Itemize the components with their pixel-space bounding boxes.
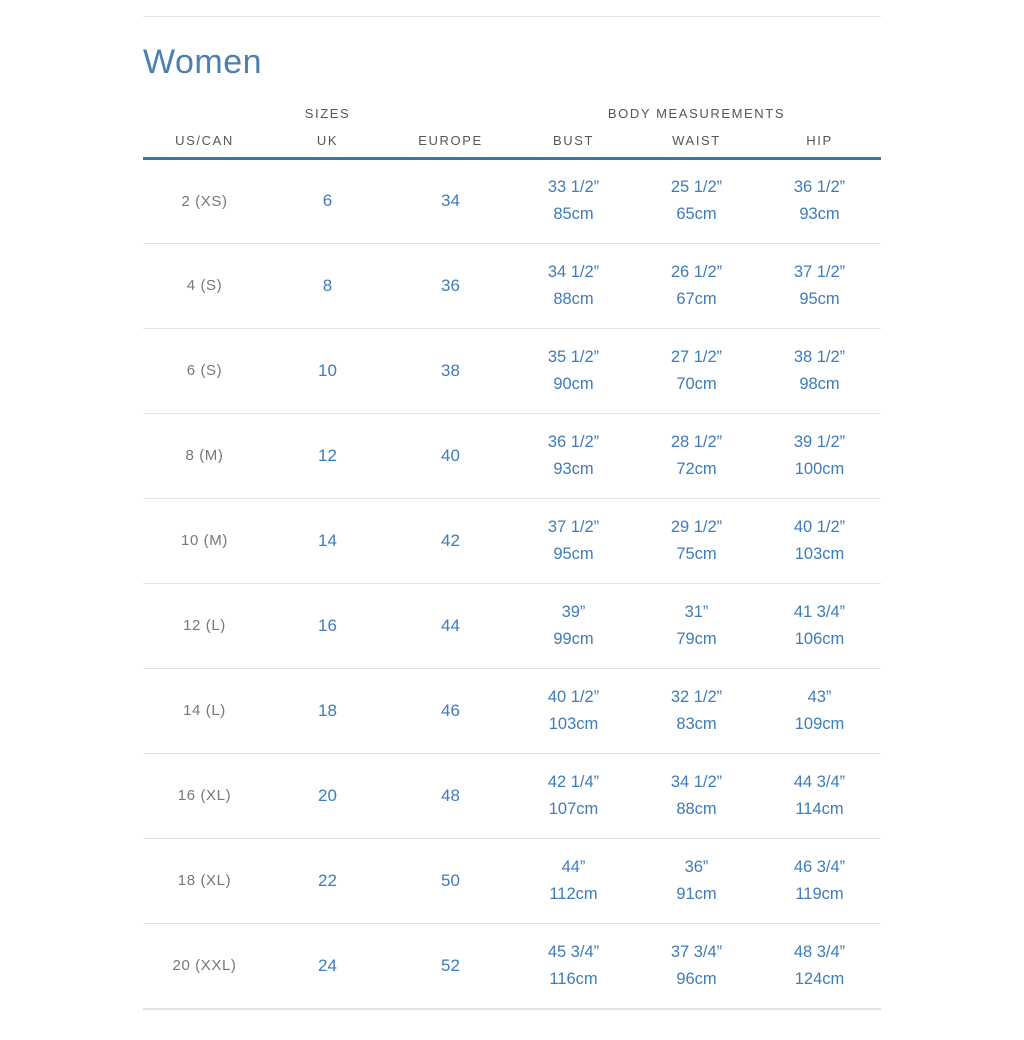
group-header-sizes: SIZES bbox=[304, 106, 351, 121]
waist-cm: 65cm bbox=[676, 205, 717, 223]
hip-cm: 114cm bbox=[795, 799, 844, 818]
waist-cm: 72cm bbox=[676, 459, 717, 478]
cell-waist-measurement bbox=[635, 753, 758, 838]
cell-bust-measurement bbox=[512, 413, 635, 498]
bust-cm: 85cm bbox=[553, 205, 594, 223]
cell-europe-size: 34 bbox=[389, 158, 512, 243]
cell-bust-measurement bbox=[512, 838, 635, 923]
column-header-uk: UK bbox=[266, 126, 389, 158]
bust-cm: 116cm bbox=[549, 969, 598, 988]
cell-us-can-size: 14 (L) bbox=[143, 668, 266, 753]
cell-bust-measurement bbox=[512, 668, 635, 753]
table-row bbox=[143, 753, 881, 838]
hip-cm: 95cm bbox=[799, 289, 840, 308]
cell-waist-measurement bbox=[635, 923, 758, 1008]
table-body bbox=[143, 158, 881, 1008]
column-header-hip: HIP bbox=[758, 126, 881, 158]
cell-bust-measurement bbox=[512, 923, 635, 1008]
waist-cm: 70cm bbox=[676, 374, 717, 393]
cell-us-can-size: 16 (XL) bbox=[143, 753, 266, 838]
cell-uk-size: 18 bbox=[266, 668, 389, 753]
cell-uk-size: 20 bbox=[266, 753, 389, 838]
page-title: Women bbox=[143, 43, 263, 81]
cell-europe-size: 38 bbox=[389, 328, 512, 413]
waist-inches: 32 1/2” bbox=[670, 687, 723, 706]
waist-cm: 96cm bbox=[676, 969, 717, 988]
cell-bust-measurement bbox=[512, 243, 635, 328]
waist-inches: 34 1/2” bbox=[670, 772, 723, 791]
cell-uk-size: 6 bbox=[266, 158, 389, 243]
bottom-divider bbox=[143, 1009, 881, 1010]
cell-us-can-size: 2 (XS) bbox=[143, 158, 266, 243]
bust-cm: 99cm bbox=[553, 629, 594, 648]
column-header-waist: WAIST bbox=[635, 126, 758, 158]
group-header-body-measurements: BODY MEASUREMENTS bbox=[607, 106, 786, 121]
cell-europe-size: 42 bbox=[389, 498, 512, 583]
cell-bust-measurement bbox=[512, 498, 635, 583]
waist-cm: 88cm bbox=[676, 799, 717, 818]
cell-waist-measurement bbox=[635, 583, 758, 668]
table-row bbox=[143, 923, 881, 1008]
table-row bbox=[143, 498, 881, 583]
cell-europe-size: 52 bbox=[389, 923, 512, 1008]
hip-inches: 43” bbox=[807, 687, 832, 706]
cell-hip-measurement bbox=[758, 583, 881, 668]
cell-waist-measurement bbox=[635, 668, 758, 753]
cell-waist-measurement bbox=[635, 243, 758, 328]
cell-uk-size: 16 bbox=[266, 583, 389, 668]
hip-inches: 37 1/2” bbox=[793, 262, 846, 281]
cell-uk-size: 12 bbox=[266, 413, 389, 498]
hip-cm: 100cm bbox=[794, 459, 845, 478]
waist-inches: 29 1/2” bbox=[670, 517, 723, 536]
size-guide-page bbox=[143, 16, 881, 1009]
hip-cm: 98cm bbox=[799, 374, 840, 393]
cell-bust-measurement bbox=[512, 753, 635, 838]
hip-cm: 124cm bbox=[794, 969, 845, 988]
table-row bbox=[143, 413, 881, 498]
cell-us-can-size: 20 (XXL) bbox=[143, 923, 266, 1008]
table-header bbox=[143, 126, 881, 158]
waist-inches: 27 1/2” bbox=[670, 347, 723, 366]
waist-inches: 26 1/2” bbox=[670, 262, 723, 281]
waist-cm: 83cm bbox=[676, 714, 717, 733]
bust-cm: 112cm bbox=[549, 884, 598, 903]
bust-cm: 107cm bbox=[548, 799, 599, 818]
cell-uk-size: 10 bbox=[266, 328, 389, 413]
bust-inches: 33 1/2” bbox=[547, 178, 600, 196]
cell-europe-size: 46 bbox=[389, 668, 512, 753]
cell-hip-measurement bbox=[758, 498, 881, 583]
bust-cm: 90cm bbox=[553, 374, 594, 393]
cell-hip-measurement bbox=[758, 668, 881, 753]
hip-cm: 93cm bbox=[799, 205, 840, 223]
bust-inches: 34 1/2” bbox=[547, 262, 600, 281]
cell-us-can-size: 4 (S) bbox=[143, 243, 266, 328]
table-row bbox=[143, 838, 881, 923]
hip-inches: 39 1/2” bbox=[793, 432, 846, 451]
cell-hip-measurement bbox=[758, 243, 881, 328]
bust-cm: 88cm bbox=[553, 289, 594, 308]
cell-europe-size: 40 bbox=[389, 413, 512, 498]
hip-inches: 46 3/4” bbox=[793, 857, 846, 876]
hip-inches: 38 1/2” bbox=[793, 347, 846, 366]
cell-waist-measurement bbox=[635, 838, 758, 923]
table-row bbox=[143, 668, 881, 753]
table-row bbox=[143, 243, 881, 328]
cell-europe-size: 48 bbox=[389, 753, 512, 838]
cell-hip-measurement bbox=[758, 328, 881, 413]
cell-uk-size: 24 bbox=[266, 923, 389, 1008]
bust-inches: 36 1/2” bbox=[547, 432, 600, 451]
column-header-bust: BUST bbox=[512, 126, 635, 158]
cell-waist-measurement bbox=[635, 498, 758, 583]
bust-inches: 39” bbox=[561, 602, 586, 621]
column-header-row bbox=[143, 126, 881, 158]
cell-waist-measurement bbox=[635, 158, 758, 243]
cell-us-can-size: 6 (S) bbox=[143, 328, 266, 413]
cell-bust-measurement bbox=[512, 328, 635, 413]
bust-inches: 44” bbox=[561, 857, 586, 876]
cell-waist-measurement bbox=[635, 328, 758, 413]
hip-cm: 106cm bbox=[794, 629, 845, 648]
hip-cm: 109cm bbox=[794, 714, 845, 733]
waist-inches: 31” bbox=[684, 602, 709, 621]
waist-inches: 37 3/4” bbox=[670, 942, 723, 961]
hip-cm: 103cm bbox=[794, 544, 845, 563]
column-header-us-can: US/CAN bbox=[143, 126, 266, 158]
table-row bbox=[143, 583, 881, 668]
hip-inches: 40 1/2” bbox=[793, 517, 846, 536]
cell-europe-size: 50 bbox=[389, 838, 512, 923]
bust-cm: 95cm bbox=[553, 544, 594, 563]
cell-hip-measurement bbox=[758, 753, 881, 838]
cell-hip-measurement bbox=[758, 413, 881, 498]
hip-inches: 48 3/4” bbox=[793, 942, 846, 961]
hip-inches: 36 1/2” bbox=[793, 178, 846, 196]
cell-uk-size: 14 bbox=[266, 498, 389, 583]
waist-inches: 36” bbox=[684, 857, 709, 876]
cell-europe-size: 44 bbox=[389, 583, 512, 668]
cell-uk-size: 8 bbox=[266, 243, 389, 328]
waist-cm: 79cm bbox=[676, 629, 717, 648]
bust-cm: 103cm bbox=[548, 714, 599, 733]
cell-bust-measurement bbox=[512, 583, 635, 668]
waist-cm: 67cm bbox=[676, 289, 717, 308]
cell-waist-measurement bbox=[635, 413, 758, 498]
hip-cm: 119cm bbox=[795, 884, 844, 903]
waist-inches: 25 1/2” bbox=[670, 178, 723, 196]
bust-inches: 40 1/2” bbox=[547, 687, 600, 706]
waist-cm: 75cm bbox=[676, 544, 717, 563]
cell-hip-measurement bbox=[758, 923, 881, 1008]
bust-inches: 42 1/4” bbox=[547, 772, 600, 791]
bust-inches: 37 1/2” bbox=[547, 517, 600, 536]
bust-inches: 35 1/2” bbox=[547, 347, 600, 366]
hip-inches: 41 3/4” bbox=[793, 602, 846, 621]
hip-inches: 44 3/4” bbox=[793, 772, 846, 791]
cell-us-can-size: 10 (M) bbox=[143, 498, 266, 583]
cell-us-can-size: 12 (L) bbox=[143, 583, 266, 668]
waist-inches: 28 1/2” bbox=[670, 432, 723, 451]
cell-bust-measurement bbox=[512, 158, 635, 243]
bust-cm: 93cm bbox=[553, 459, 594, 478]
waist-cm: 91cm bbox=[676, 884, 717, 903]
cell-hip-measurement bbox=[758, 838, 881, 923]
table-row bbox=[143, 158, 881, 243]
table-row bbox=[143, 328, 881, 413]
column-header-europe: EUROPE bbox=[389, 126, 512, 158]
cell-us-can-size: 18 (XL) bbox=[143, 838, 266, 923]
cell-europe-size: 36 bbox=[389, 243, 512, 328]
cell-uk-size: 22 bbox=[266, 838, 389, 923]
cell-us-can-size: 8 (M) bbox=[143, 413, 266, 498]
table-group-header-row bbox=[143, 106, 881, 126]
bust-inches: 45 3/4” bbox=[547, 942, 600, 961]
women-size-table bbox=[143, 126, 881, 1009]
cell-hip-measurement bbox=[758, 158, 881, 243]
top-divider bbox=[143, 16, 881, 17]
